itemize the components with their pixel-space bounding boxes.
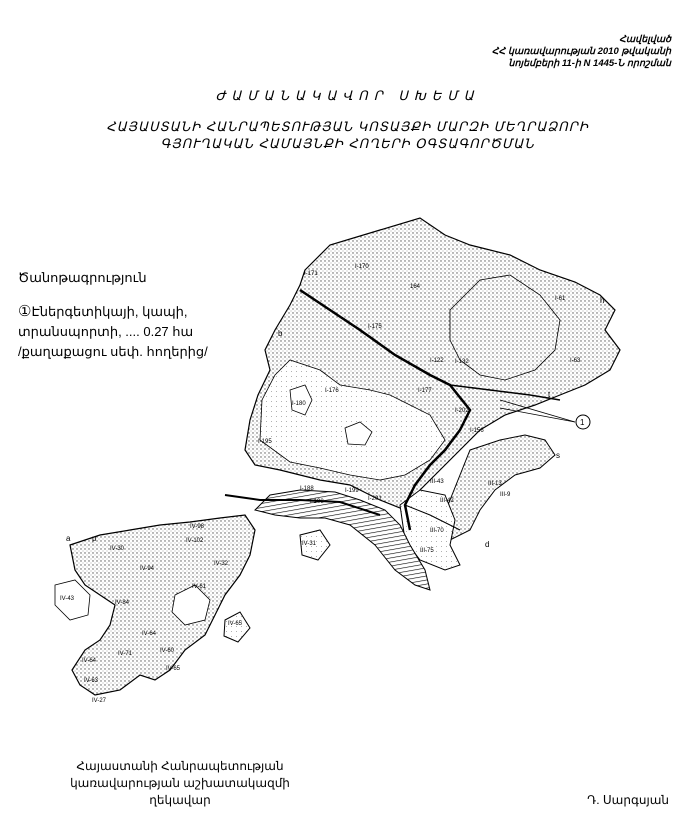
legend-text-1: Էներգետիկայի, կապի, xyxy=(31,304,188,319)
map-label: I-199 xyxy=(345,488,359,494)
map-label: IV-43 xyxy=(60,596,75,602)
map-label: I-180 xyxy=(292,401,306,407)
map-label: III-9 xyxy=(500,492,511,498)
map-label: I-202 xyxy=(455,408,469,414)
map-label: I-177 xyxy=(418,388,432,394)
marker-number: 1 xyxy=(580,418,585,427)
compass-s: s xyxy=(556,451,560,460)
compass-a: a xyxy=(66,534,71,543)
map-label: IV-65 xyxy=(228,621,243,627)
map-label: I-175 xyxy=(368,324,382,330)
map-label: IV-102 xyxy=(186,538,204,544)
legend-line-2: տրանսպորտի, .... 0.27 հա xyxy=(18,324,194,339)
appendix-line-2: ՀՀ կառավարության 2010 թվականի xyxy=(491,46,671,57)
signatory-line-3: ղեկավար xyxy=(149,793,211,807)
map-label: I-132 xyxy=(455,359,469,365)
map-label: IV-64 xyxy=(142,631,157,637)
map-label: IV-71 xyxy=(118,651,133,657)
compass-t: t xyxy=(548,390,551,399)
document-subtitle xyxy=(0,118,695,152)
map-label: I-171 xyxy=(304,271,318,277)
appendix-header xyxy=(431,34,671,70)
legend-line-3: /քաղաքացու սեփ. հողերից/ xyxy=(18,344,208,359)
legend-number: ① xyxy=(18,303,32,320)
map-label: I-188 xyxy=(300,486,314,492)
map-label: IV-65 xyxy=(166,666,181,672)
map-label: I-201 xyxy=(368,496,382,502)
map-label: IV-94 xyxy=(140,566,155,572)
map-label: IV-63 xyxy=(84,678,99,684)
map-label: III-70 xyxy=(430,528,444,534)
signatory-name: Դ. Սարգսյան xyxy=(587,793,669,807)
document-title: ԺԱՄԱՆԱԿԱՎՈՐ ՍԽԵՄԱ xyxy=(215,88,480,103)
appendix-line-1: Հավելված xyxy=(619,34,671,45)
compass-p: p xyxy=(92,534,97,543)
map-label: I-195 xyxy=(258,439,272,445)
compass-h: h xyxy=(600,296,605,305)
map-label: I-156 xyxy=(470,428,484,434)
map-label: 164 xyxy=(410,284,421,290)
map-label: I-170 xyxy=(355,264,369,270)
compass-b: b xyxy=(278,329,283,338)
subtitle-line-2: ԳՅՈՒՂԱԿԱՆ ՀԱՄԱՅՆՔԻ ՀՈՂԵՐԻ ՕԳՏԱԳՈՐԾՄԱՆ xyxy=(160,136,535,151)
map-label: I-63 xyxy=(570,358,581,364)
compass-d: d xyxy=(485,540,490,549)
map-label: IV-31 xyxy=(302,541,317,547)
map-label: III-75 xyxy=(420,548,434,554)
legend-title: Ծանոթագրություն xyxy=(18,270,147,285)
appendix-line-3: նոյեմբերի 11-ի N 1445-Ն որոշման xyxy=(508,58,671,69)
pointer-line-2 xyxy=(500,408,575,422)
map-label: III-13 xyxy=(488,481,502,487)
map-label: IV-64 xyxy=(82,658,97,664)
plot-south-2 xyxy=(224,612,250,642)
map-label: IV-61 xyxy=(192,584,207,590)
signatory-title xyxy=(70,758,290,809)
map-label: I-122 xyxy=(430,358,444,364)
map-label: IV-84 xyxy=(115,600,130,606)
map-label: IV-98 xyxy=(190,524,205,530)
map-label: IV-30 xyxy=(110,546,125,552)
map-label: IV-27 xyxy=(92,698,107,704)
land-use-map xyxy=(0,200,695,704)
map-label: IV-32 xyxy=(214,561,229,567)
map-label: III-43 xyxy=(430,479,444,485)
map-label: IV-60 xyxy=(160,648,175,654)
map-label: I-61 xyxy=(555,296,566,302)
map-label: I-198 xyxy=(310,499,324,505)
territory-west xyxy=(70,515,255,695)
signatory-line-2: կառավարության աշխատակազմի xyxy=(70,776,290,790)
map-label: I-176 xyxy=(325,388,339,394)
map-label: III-42 xyxy=(440,498,454,504)
signatory-line-1: Հայաստանի Հանրապետության xyxy=(76,759,284,773)
subtitle-line-1: ՀԱՅԱՍՏԱՆԻ ՀԱՆՐԱՊԵՏՈՒԹՅԱՆ ԿՈՏԱՅՔԻ ՄԱՐԶԻ ՄԵՂՐԱՁՈՐԻ xyxy=(106,119,589,134)
